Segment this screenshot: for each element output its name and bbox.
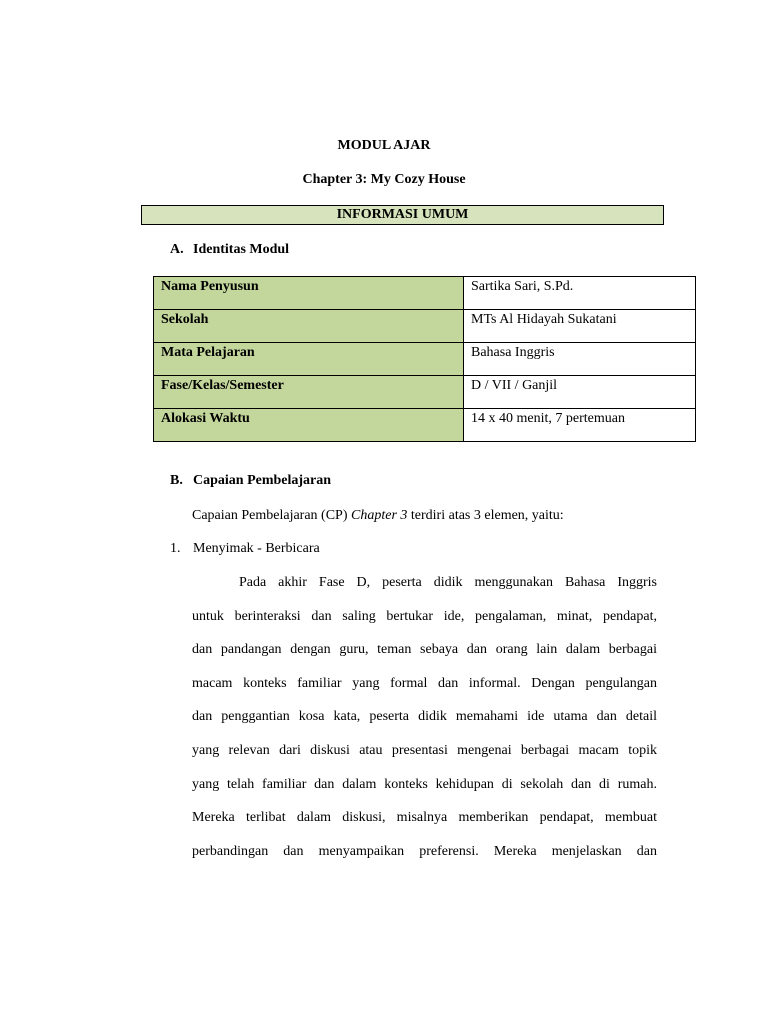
section-a-letter: A. bbox=[170, 242, 184, 257]
paragraph-line: dan pandangan dengan guru, teman sebaya dan orang lain dalam berbagai bbox=[192, 642, 657, 658]
cp-intro-before: Capaian Pembelajaran (CP) bbox=[192, 508, 352, 523]
paragraph-line: untuk berinteraksi dan saling bertukar ide, pengalaman, minat, pendapat, bbox=[192, 608, 657, 624]
list-item-label: Menyimak - Berbicara bbox=[193, 541, 320, 556]
cp-intro-emphasis: Chapter 3 bbox=[351, 508, 408, 523]
cp-intro-after: terdiri atas 3 elemen, yaitu: bbox=[407, 508, 564, 523]
row-label: Fase/Kelas/Semester bbox=[154, 376, 464, 409]
row-label: Mata Pelajaran bbox=[154, 343, 464, 376]
row-value: 14 x 40 menit, 7 pertemuan bbox=[464, 409, 696, 442]
section-b-letter: B. bbox=[170, 473, 183, 488]
list-item-number: 1. bbox=[170, 541, 181, 556]
document-title: MODUL AJAR bbox=[337, 138, 431, 153]
table-row bbox=[154, 376, 696, 409]
row-value: MTs Al Hidayah Sukatani bbox=[464, 310, 696, 343]
row-value: D / VII / Ganjil bbox=[464, 376, 696, 409]
row-value: Sartika Sari, S.Pd. bbox=[464, 277, 696, 310]
row-label: Nama Penyusun bbox=[154, 277, 464, 310]
paragraph-line: Pada akhir Fase D, peserta didik menggunakan Bahasa Inggris bbox=[239, 575, 657, 590]
row-label: Alokasi Waktu bbox=[154, 409, 464, 442]
paragraph-line: macam konteks familiar yang formal dan informal. Dengan pengulangan bbox=[192, 675, 657, 691]
paragraph-line: dan penggantian kosa kata, peserta didik memahami ide utama dan detail bbox=[192, 709, 657, 725]
table-row bbox=[154, 343, 696, 376]
paragraph-line: Mereka terlibat dalam diskusi, misalnya memberikan pendapat, membuat bbox=[192, 810, 657, 826]
section-a-title: Identitas Modul bbox=[193, 242, 290, 257]
paragraph-line: yang relevan dari diskusi atau presentasi mengenai berbagai macam topik bbox=[192, 742, 657, 758]
paragraph-line: perbandingan dan menyampaikan preferensi. Mereka menjelaskan dan bbox=[192, 843, 657, 859]
identity-table bbox=[153, 276, 696, 442]
row-label: Sekolah bbox=[154, 310, 464, 343]
table-row bbox=[154, 409, 696, 442]
table-row bbox=[154, 310, 696, 343]
paragraph-line: yang telah familiar dan dalam konteks kehidupan di sekolah dan di rumah. bbox=[192, 776, 657, 792]
cp-intro-text bbox=[192, 508, 564, 524]
row-value: Bahasa Inggris bbox=[464, 343, 696, 376]
body-paragraph bbox=[192, 566, 657, 868]
document-subtitle: Chapter 3: My Cozy House bbox=[302, 172, 466, 187]
section-b-title: Capaian Pembelajaran bbox=[193, 473, 332, 488]
info-umum-bar: INFORMASI UMUM bbox=[141, 205, 664, 225]
table-row bbox=[154, 277, 696, 310]
